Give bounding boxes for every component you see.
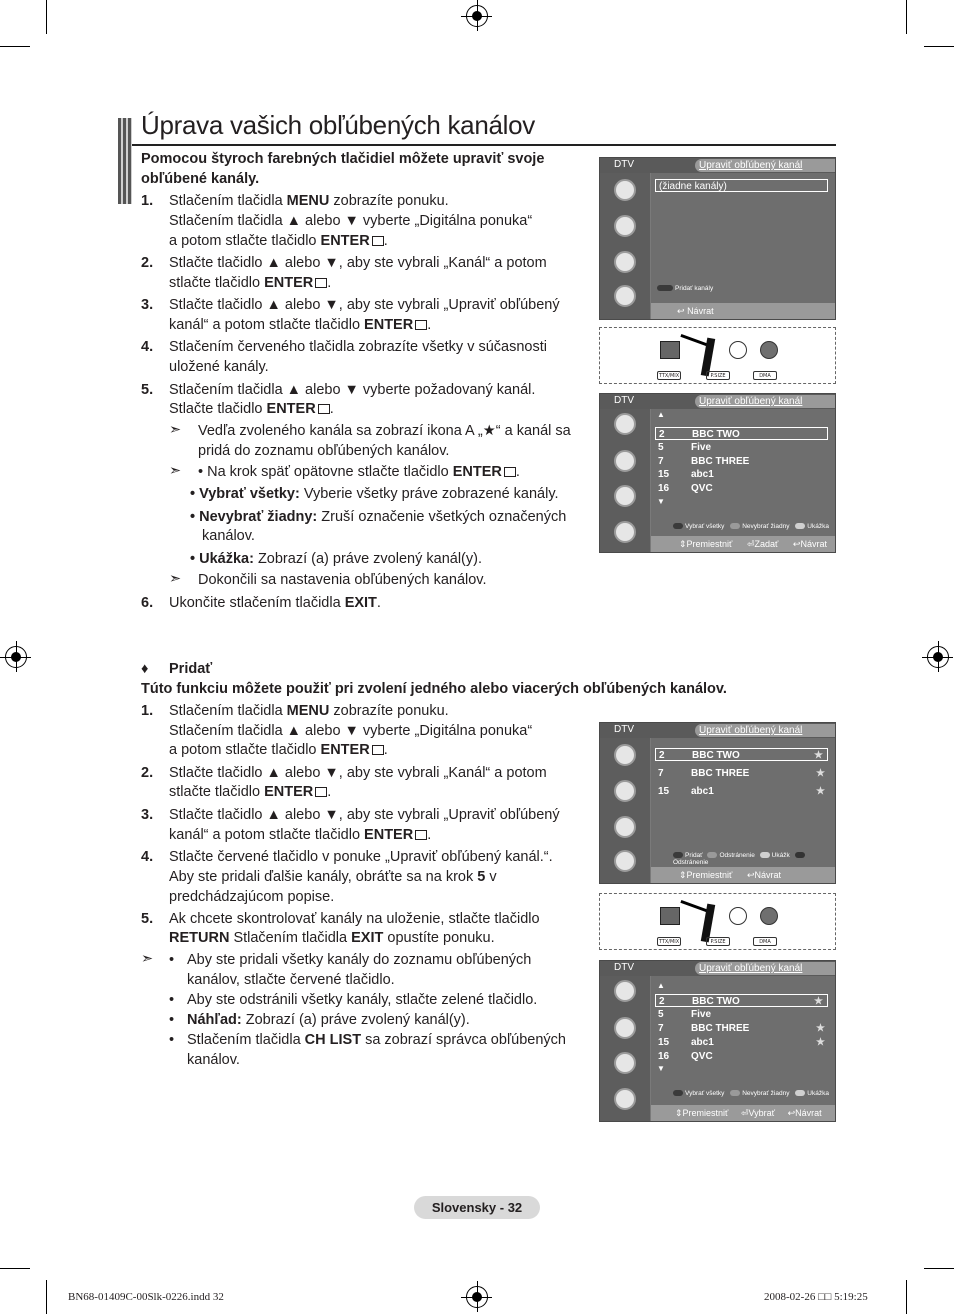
enter-icon [372,745,384,755]
tip-arrow-icon: ➣ [169,422,182,438]
title-underline [132,144,836,146]
scroll-up-icon: ▲ [657,410,665,419]
channel-row[interactable]: 15 abc1 [658,469,714,480]
step-text: Stlačením tlačidla ▲ alebo ▼ vyberte „Digitálna ponuka“ [169,723,533,739]
tip-arrow-icon: ➣ [141,951,154,967]
osd-title: Upraviť obľúbený kanál [695,395,835,408]
osd-legend: Vybrať všetky Nevybrať žiadny Ukážka [673,523,829,530]
step-text: Stlačte tlačidlo ▲ alebo ▼, aby ste vybrali „Upraviť obľúbený [169,807,560,823]
osd-dtv-label: DTV [614,724,634,735]
tip-text: kanálov, stlačte červené tlačidlo. [187,972,395,988]
yellow-button-icon [795,1090,805,1096]
osd-panel-favorites [599,722,836,884]
tip-text: pridá do zoznamu obľúbených kanálov. [198,443,450,459]
bullet-item: kanálov. [202,528,255,544]
blue-button-icon [795,852,805,858]
step-text: Stlačte tlačidlo ▲ alebo ▼, aby ste vybrali „Kanál“ a potom [169,255,547,271]
star-icon: ★ [816,768,825,779]
osd-header [600,158,835,173]
step-number: 2. [141,255,154,271]
antenna-icon [614,413,636,435]
crop-mark [924,1268,954,1269]
move-icon: ⇕ [679,539,687,549]
antenna-icon [614,179,636,201]
tip-text: Aby ste odstránili všetky kanály, stlačte zelené tlačidlo. [187,992,538,1008]
osd-sidebar [600,976,650,1121]
enter-icon [372,236,384,246]
ttx-button: TTX/MIX [658,373,680,379]
yellow-button-icon [729,907,747,925]
crop-mark [0,1268,30,1269]
gear-icon [614,251,636,273]
registration-mark-icon [466,5,488,27]
enter-icon [415,320,427,330]
step-number: 3. [141,297,154,313]
star-icon: ★ [816,1023,825,1034]
green-button-icon [707,852,717,858]
sound-icon [614,450,636,472]
green-button-icon [730,523,740,529]
osd-list-area [651,173,835,303]
psize-button: P.SIZE [706,371,730,380]
step-number: 3. [141,807,154,823]
enter-icon [415,830,427,840]
tip-text: Aby ste pridali všetky kanály do zoznamu obľúbených [187,952,532,968]
step-text: kanál“ a potom stlačte tlačidlo ENTER . [169,317,432,333]
favorite-row[interactable]: 15 abc1 ★ [658,786,825,797]
step-number: 4. [141,849,154,865]
channel-row[interactable]: 16 QVC [658,483,713,494]
print-slug: BN68-01409C-00Slk-0226.indd 32 [68,1291,224,1303]
step-number: 6. [141,595,154,611]
step-text: stlačte tlačidlo ENTER . [169,784,332,800]
crop-mark [906,0,907,34]
osd-sidebar [600,738,650,883]
tip-arrow-icon: ➣ [169,571,182,587]
osd-title: Upraviť obľúbený kanál [695,159,835,172]
sound-icon [614,1017,636,1039]
osd-header [600,723,835,738]
crop-mark [0,46,30,47]
osd-footer: ⇕Premiestniť ↩Návrat [651,867,835,883]
page-footer: Slovensky - 32 [414,1196,540,1219]
step-text: Stlačte tlačidlo ▲ alebo ▼, aby ste vybrali „Kanál“ a potom [169,765,547,781]
step-text: Stlačením tlačidla ▲ alebo ▼ vyberte „Digitálna ponuka“ [169,213,533,229]
title-decoration [118,118,132,204]
green-button-icon [730,1090,740,1096]
blue-button-icon [760,907,778,925]
step-number: 1. [141,193,154,209]
bullet-dot: • [169,952,175,968]
channel-row[interactable]: 2 BBC TWO [655,427,828,440]
step-text: Stlačením červeného tlačidla zobrazíte všetky v súčasnosti [169,339,547,355]
sound-icon [614,780,636,802]
enter-icon: ⏎ [740,1108,749,1118]
step-text: a potom stlačte tlačidlo ENTER . [169,233,388,249]
yellow-button-icon [729,341,747,359]
page-title: Úprava vašich obľúbených kanálov [141,110,535,140]
red-button-icon [660,341,680,359]
osd-dtv-label: DTV [614,159,634,170]
channel-row[interactable]: 5 Five [658,1009,712,1020]
step-text: Stlačením tlačidla ▲ alebo ▼ vyberte požadovaný kanál. [169,382,536,398]
registration-mark-icon [5,646,27,668]
bullet-dot: • [169,1032,175,1048]
step-number: 2. [141,765,154,781]
step-text: Stlačením tlačidla MENU zobrazíte ponuku. [169,703,449,719]
osd-sidebar [600,173,650,319]
enter-icon [318,404,330,414]
osd-legend: Pridať Odstránenie Ukážk Odstránenie [673,852,835,866]
intro-line: Pomocou štyroch farebných tlačidiel môžete upraviť svoje [141,151,545,167]
step-text: kanál“ a potom stlačte tlačidlo ENTER . [169,827,432,843]
step-number: 5. [141,911,154,927]
star-icon: ★ [814,750,823,761]
tip-text: Stlačením tlačidla CH LIST sa zobrazí správca obľúbených [187,1032,566,1048]
dma-button: DMA [753,937,777,946]
intro-line: obľúbené kanály. [141,171,260,187]
osd-list-area [651,976,835,1105]
input-icon [614,285,636,307]
star-icon: ★ [816,1037,825,1048]
section-bullet-icon: ♦ [141,661,149,677]
antenna-icon [614,980,636,1002]
input-icon [614,1088,636,1110]
gear-icon [614,1052,636,1074]
channel-row[interactable]: 15 abc1 ★ [658,1037,825,1048]
section-heading: Pridať [169,661,213,677]
osd-footer: ↩ Návrat [651,303,835,319]
red-button-icon [673,852,683,858]
osd-list-area [651,409,835,536]
osd-panel-channel-list [599,393,836,553]
step-text: RETURN Stlačením tlačidla EXIT opustíte ponuku. [169,930,495,946]
bullet-dot: • [169,1012,175,1028]
move-icon: ⇕ [679,870,687,880]
scroll-down-icon: ▼ [657,1064,665,1073]
bullet-item: • Nevybrať žiadny: Zruší označenie všetkých označených [190,509,567,525]
crop-mark [906,1280,907,1314]
step-number: 5. [141,382,154,398]
step-text: Ak chcete skontrolovať kanály na uloženie, stlačte tlačidlo [169,911,540,927]
crop-mark [924,46,954,47]
red-button-icon [673,523,683,529]
empty-list-row[interactable]: (žiadne kanály) [655,179,828,192]
channel-row[interactable]: 5 Five [658,442,712,453]
crop-mark [46,0,47,34]
red-button-icon [660,907,680,925]
registration-mark-icon [927,646,949,668]
star-icon: ★ [816,786,825,797]
input-icon [614,850,636,872]
gear-icon [614,485,636,507]
remote-illustration [599,327,836,384]
red-button-icon [673,1090,683,1096]
psize-button: P.SIZE [706,937,730,946]
registration-mark-icon [466,1286,488,1308]
step-text: stlačte tlačidlo ENTER . [169,275,332,291]
osd-footer: ⇕Premiestniť ⏎Vybrať ↩Návrat [651,1105,835,1121]
enter-icon [315,278,327,288]
input-icon [614,521,636,543]
bullet-item: • Vybrať všetky: Vyberie všetky práve zobrazené kanály. [190,486,559,502]
enter-icon [504,467,516,477]
step-text: Stlačte tlačidlo ▲ alebo ▼, aby ste vybrali „Upraviť obľúbený [169,297,560,313]
step-number: 4. [141,339,154,355]
return-icon: ↩ [787,1108,796,1118]
return-icon: ↩ [746,870,755,880]
osd-sidebar [600,409,650,552]
gear-icon [614,816,636,838]
enter-icon: ⏎ [746,539,755,549]
remote-illustration [599,893,836,950]
blue-button-icon [760,341,778,359]
channel-row[interactable]: 7 BBC THREE [658,456,750,467]
step-number: 1. [141,703,154,719]
step-text: Aby ste pridali ďalšie kanály, obráťte sa na krok 5 v [169,869,497,885]
print-slug: 2008-02-26 □□ 5:19:25 [764,1291,868,1303]
yellow-button-icon [795,523,805,529]
return-icon: ↩ [792,539,801,549]
return-icon: ↩ [677,306,685,316]
scroll-up-icon: ▲ [657,981,665,990]
osd-header [600,961,835,976]
tip-text: Dokončili sa nastavenia obľúbených kanálov. [198,572,487,588]
osd-panel-empty [599,157,836,320]
scroll-down-icon: ▼ [657,497,665,506]
star-icon: ★ [814,996,823,1007]
tip-arrow-icon: ➣ [169,463,182,479]
step-text: Stlačte červené tlačidlo v ponuke „Upraviť obľúbený kanál.“. [169,849,553,865]
osd-dtv-label: DTV [614,962,634,973]
crop-mark [46,1280,47,1314]
bullet-dot: • [169,992,175,1008]
ttx-button: TTX/MIX [658,939,680,945]
step-text: uložené kanály. [169,359,269,375]
osd-title: Upraviť obľúbený kanál [695,724,835,737]
move-icon: ⇕ [675,1108,683,1118]
favorite-row[interactable]: 7 BBC THREE ★ [658,768,825,779]
step-text: Stlačte tlačidlo ENTER . [169,401,334,417]
section-intro: Túto funkciu môžete použiť pri zvolení jedného alebo viacerých obľúbených kanálov. [141,681,727,697]
tip-text: kanálov. [187,1052,240,1068]
yellow-button-icon [760,852,770,858]
bullet-item: • Ukážka: Zobrazí (a) práve zvolený kanál(y). [190,551,482,567]
step-text: a potom stlačte tlačidlo ENTER . [169,742,388,758]
step-text: predchádzajúcom popise. [169,889,335,905]
channel-row[interactable]: 2 BBC TWO ★ [655,994,828,1007]
tip-text: Náhľad: Zobrazí (a) práve zvolený kanál(y). [187,1012,470,1028]
dma-button: DMA [753,371,777,380]
antenna-icon [614,744,636,766]
osd-dtv-label: DTV [614,395,634,406]
tip-text: Vedľa zvoleného kanála sa zobrazí ikona A „★“ a kanál sa [198,423,571,439]
osd-title: Upraviť obľúbený kanál [695,962,835,975]
osd-panel-select [599,960,836,1122]
favorite-row[interactable]: 2 BBC TWO ★ [655,748,828,761]
red-button-icon [657,285,673,291]
tip-text: • Na krok späť opätovne stlačte tlačidlo ENTER . [198,464,520,480]
sound-icon [614,215,636,237]
channel-row[interactable]: 7 BBC THREE ★ [658,1023,825,1034]
step-text: Stlačením tlačidla MENU zobrazíte ponuku. [169,193,449,209]
osd-header [600,394,835,409]
step-text: Ukončite stlačením tlačidla EXIT. [169,595,381,611]
enter-icon [315,787,327,797]
osd-legend: Vybrať všetky Nevybrať žiadny Ukážka [673,1090,829,1097]
osd-footer: ⇕Premiestniť ⏎Zadať ↩Návrat [651,536,835,552]
osd-legend: Pridať kanály [657,285,713,292]
channel-row[interactable]: 16 QVC [658,1051,713,1062]
osd-list-area [651,738,835,867]
